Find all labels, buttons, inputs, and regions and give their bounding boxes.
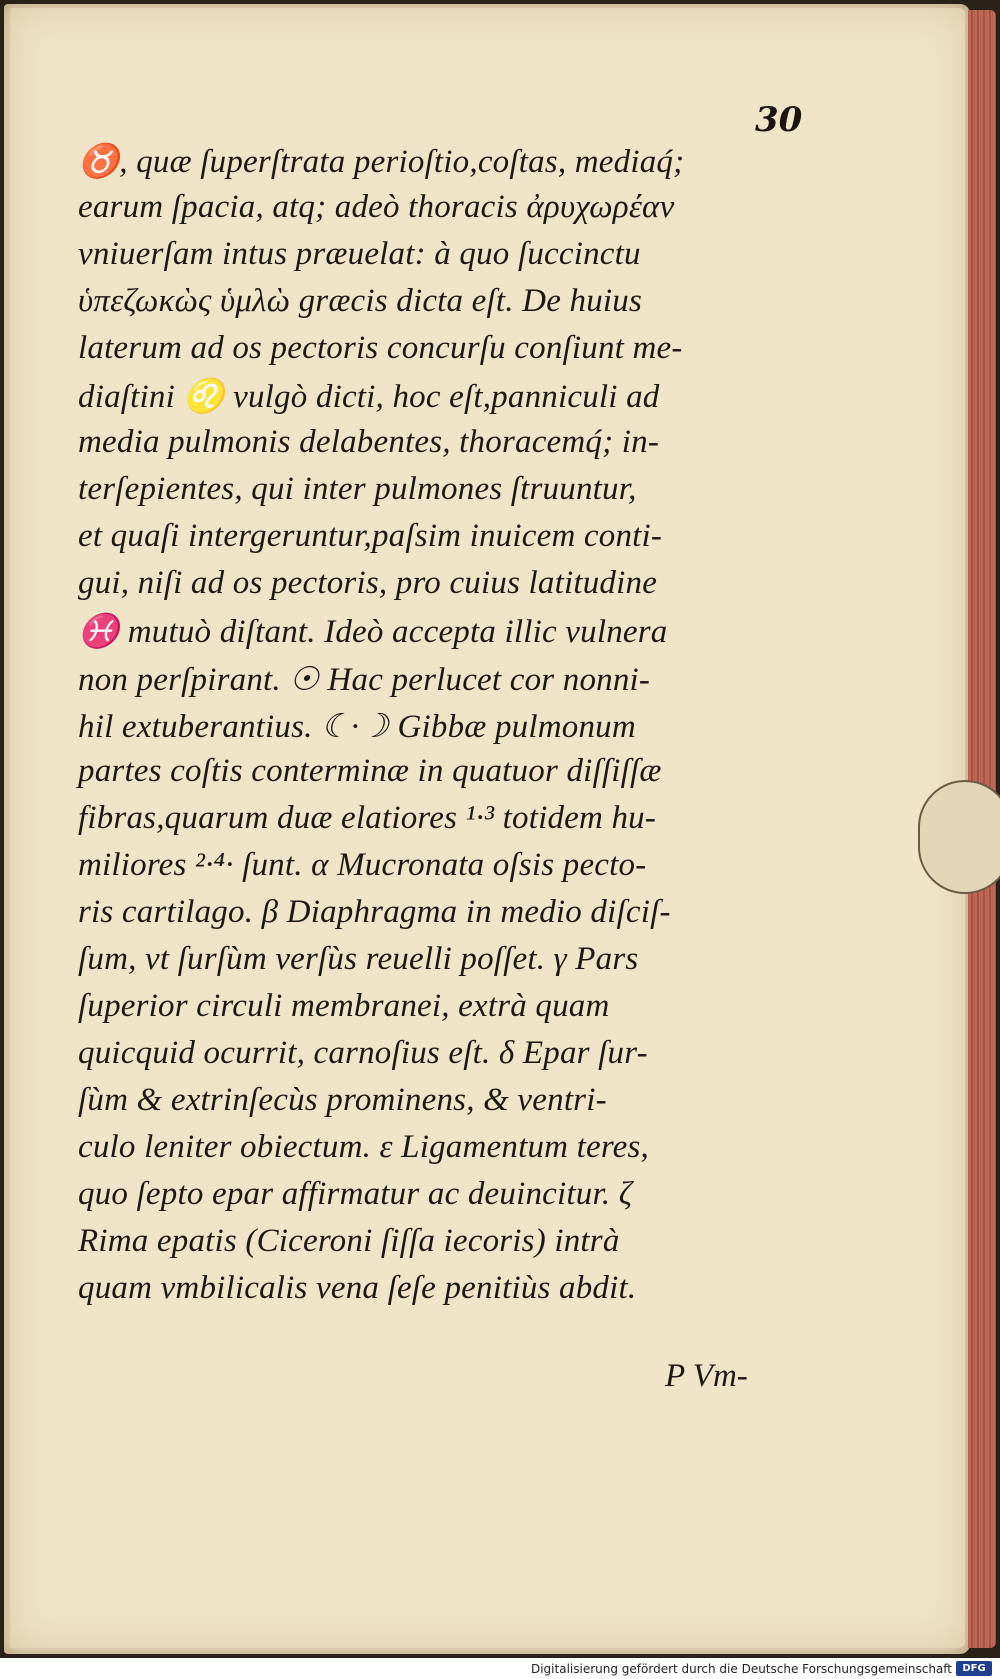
text-line: culo leniter obiectum. ε Ligamentum teres, (78, 1129, 649, 1165)
footer-credit: Digitalisierung gefördert durch die Deutsche Forschungsgemeinschaft (530, 1662, 952, 1676)
text-line: gui, niſi ad os pectoris, pro cuius latitudine (78, 565, 658, 601)
page-tab-marker (918, 780, 1000, 894)
text-line: hil extuberantius. ☾·☽ Gibbæ pulmonum (78, 709, 636, 745)
page-number: 30 (755, 100, 803, 140)
text-line: ris cartilago. β Diaphragma in medio diſciſ- (78, 894, 671, 930)
text-line: non perſpirant. ☉ Hac perlucet cor nonni- (78, 662, 651, 698)
text-line: et quaſi intergeruntur,paſsim inuicem conti- (78, 518, 663, 554)
text-line: earum ſpacia, atq; adeò thoracis ἀρυχωρέαν (78, 189, 675, 225)
text-line: ſum, vt ſurſùm verſùs reuelli poſſet. γ Pars (78, 941, 639, 977)
text-line: ſuperior circuli membranei, extrà quam (78, 988, 610, 1024)
dfg-logo: DFG (956, 1661, 992, 1676)
text-line: vniuerſam intus præuelat: à quo ſuccinctu (78, 236, 641, 272)
text-line: ♓ mutuò diſtant. Ideò accepta illic vulnera (78, 614, 668, 650)
text-line: quicquid ocurrit, carnoſius eſt. δ Epar ſur- (78, 1035, 648, 1071)
text-line: laterum ad os pectoris concurſu conſiunt me- (78, 330, 683, 366)
text-line: miliores ²·⁴· ſunt. α Mucronata oſsis pecto- (78, 847, 647, 883)
text-line: media pulmonis delabentes, thoracemq́; in- (78, 424, 660, 460)
text-line: ὑπεζωκὼς ὑμλὼ græcis dicta eſt. De huius (78, 283, 643, 319)
text-line: ſùm & extrinſecùs prominens, & ventri- (78, 1082, 607, 1118)
text-line: fibras,quarum duæ elatiores ¹·³ totidem hu- (78, 800, 657, 836)
catchword: P Vm- (665, 1358, 748, 1394)
text-body (78, 142, 798, 1317)
text-line: Rima epatis (Ciceroni ſiſſa iecoris) intrà (78, 1223, 620, 1259)
text-line: quam vmbilicalis vena ſeſe penitiùs abdit. (78, 1270, 637, 1306)
text-line: quo ſepto epar affirmatur ac deuincitur. ζ (78, 1176, 633, 1212)
text-line: ♉, quæ ſuperſtrata perioſtio,coſtas, mediaq́; (78, 144, 685, 180)
text-line: diaſtini ♌ vulgò dicti, hoc eſt,panniculi ad (78, 379, 660, 415)
text-line: partes coſtis conterminæ in quatuor diſſiſſæ (78, 753, 662, 789)
text-line: terſepientes, qui inter pulmones ſtruuntur, (78, 471, 637, 507)
